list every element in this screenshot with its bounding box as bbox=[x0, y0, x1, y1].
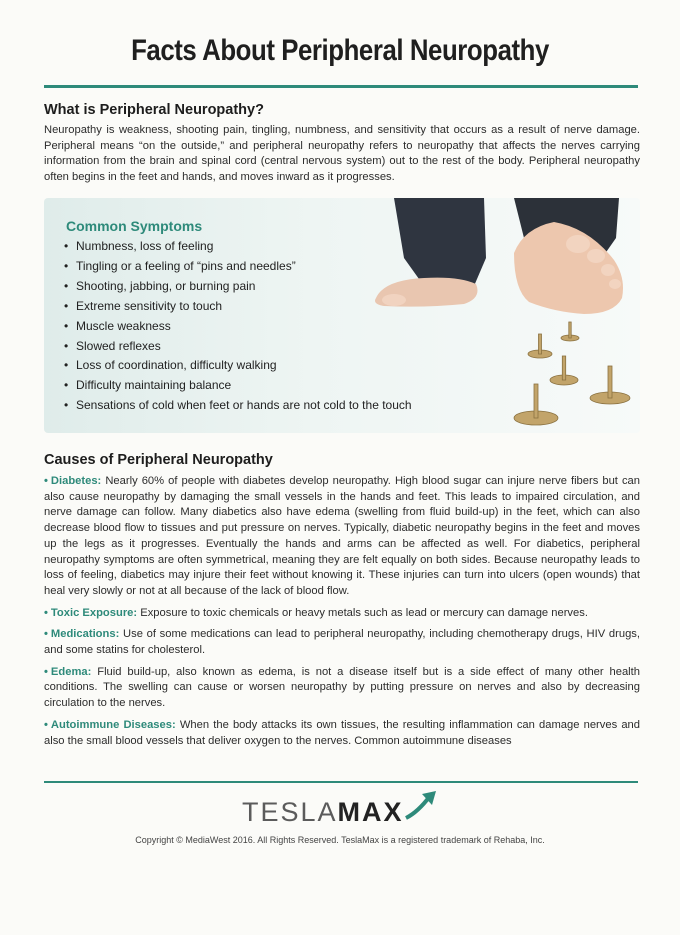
bullet-dot-icon: • bbox=[64, 298, 69, 313]
copyright-notice: Copyright © MediaWest 2016. All Rights Reserved. TeslaMax is a registered trademark of Rehaba, Inc. bbox=[135, 835, 545, 845]
symptoms-heading: Common Symptoms bbox=[66, 218, 203, 234]
causes-list bbox=[44, 474, 640, 755]
list-item: • Sensations of cold when feet or hands are not cold to the touch bbox=[64, 396, 412, 416]
list-item: • Medications: Use of some medications can lead to peripheral neuropathy, including chemotherapy drugs, HIV drugs, and some statins for cholesterol. bbox=[44, 628, 640, 657]
bullet-dot-icon: • bbox=[64, 278, 69, 293]
symptoms-panel bbox=[44, 198, 640, 433]
bullet-dot-icon: • bbox=[44, 475, 48, 487]
list-item: • Shooting, jabbing, or burning pain bbox=[64, 277, 412, 297]
bullet-dot-icon: • bbox=[64, 318, 69, 333]
bullet-dot-icon: • bbox=[44, 665, 48, 678]
symptom-list bbox=[64, 237, 412, 416]
bullet-dot-icon: • bbox=[44, 718, 48, 731]
list-item: • Slowed reflexes bbox=[64, 337, 412, 357]
list-item: • Diabetes: Nearly 60% of people with diabetes develop neuropathy. High blood sugar can injure nerve fibers but can also cause neuropathy by damaging the small vessels in the hands and feet. This leads to impaired circulation, and nerve damage can follow. Many diabetics also have edema (swelling from fluid build-up) in the feet, which can also decrease blood flow to tissues and put pressure on nerves. Typically, diabetic neuropathy begins in the feet and moves up the legs as it progresses. Eventually the hands and arms can be affected as well. For diabetics, peripheral neuropathy symptoms are often symmetrical, meaning they are felt equally on both sides. Because neuropathy leads to loss of feeling, diabetics may injure their feet without knowing it. These injuries can turn into ulcers (open wounds) that heal very slowly or not at all because of the lack of blood flow. bbox=[44, 475, 640, 597]
bullet-dot-icon: • bbox=[64, 338, 69, 353]
bullet-dot-icon: • bbox=[64, 258, 69, 273]
list-item: • Extreme sensitivity to touch bbox=[64, 297, 412, 317]
what-is-paragraph: Neuropathy is weakness, shooting pain, tingling, numbness, and sensitivity that occurs as a result of nerve damage. Peripheral means “on the outside,” and peripheral neuropathy refers to neuropathy that affects the nerves carrying information from the brain and spinal cord (central nervous system) out to the rest of the body. Peripheral neuropathy often begins in the feet and hands, and moves inward as it progresses. bbox=[44, 124, 640, 184]
list-item: • Edema: Fluid build-up, also known as edema, is not a disease itself but is a side effect of many other health conditions. The swelling can cause or worsen neuropathy by putting pressure on nerves and also by decreasing circulation to the nerves. bbox=[44, 665, 640, 710]
list-item: • Toxic Exposure: Exposure to toxic chemicals or heavy metals such as lead or mercury can damage nerves. bbox=[44, 606, 588, 619]
bullet-dot-icon: • bbox=[44, 606, 48, 619]
bullet-dot-icon: • bbox=[64, 239, 69, 253]
footer-divider bbox=[44, 781, 638, 783]
list-item: • Autoimmune Diseases: When the body attacks its own tissues, the resulting inflammation can damage nerves and also the small blood vessels that deliver oxygen to the nerves. Common autoimmune diseases bbox=[44, 718, 641, 747]
bullet-dot-icon: • bbox=[64, 378, 69, 393]
bullet-dot-icon: • bbox=[64, 398, 69, 413]
list-item: • Numbness, loss of feeling bbox=[64, 237, 412, 257]
list-item: • Muscle weakness bbox=[64, 317, 412, 337]
title-divider bbox=[44, 85, 638, 88]
teslamax-arrow-logo-icon bbox=[404, 790, 438, 820]
list-item: • Difficulty maintaining balance bbox=[64, 376, 412, 396]
document-title: Facts About Peripheral Neuropathy bbox=[131, 34, 549, 67]
list-item: • Tingling or a feeling of “pins and needles” bbox=[64, 257, 412, 277]
bullet-dot-icon: • bbox=[64, 358, 69, 373]
list-item: • Loss of coordination, difficulty walking bbox=[64, 356, 412, 376]
causes-heading: Causes of Peripheral Neuropathy bbox=[44, 452, 273, 468]
what-is-heading: What is Peripheral Neuropathy? bbox=[44, 102, 264, 118]
teslamax-logo: TESLAMAX bbox=[242, 797, 404, 827]
bullet-dot-icon: • bbox=[44, 628, 48, 641]
